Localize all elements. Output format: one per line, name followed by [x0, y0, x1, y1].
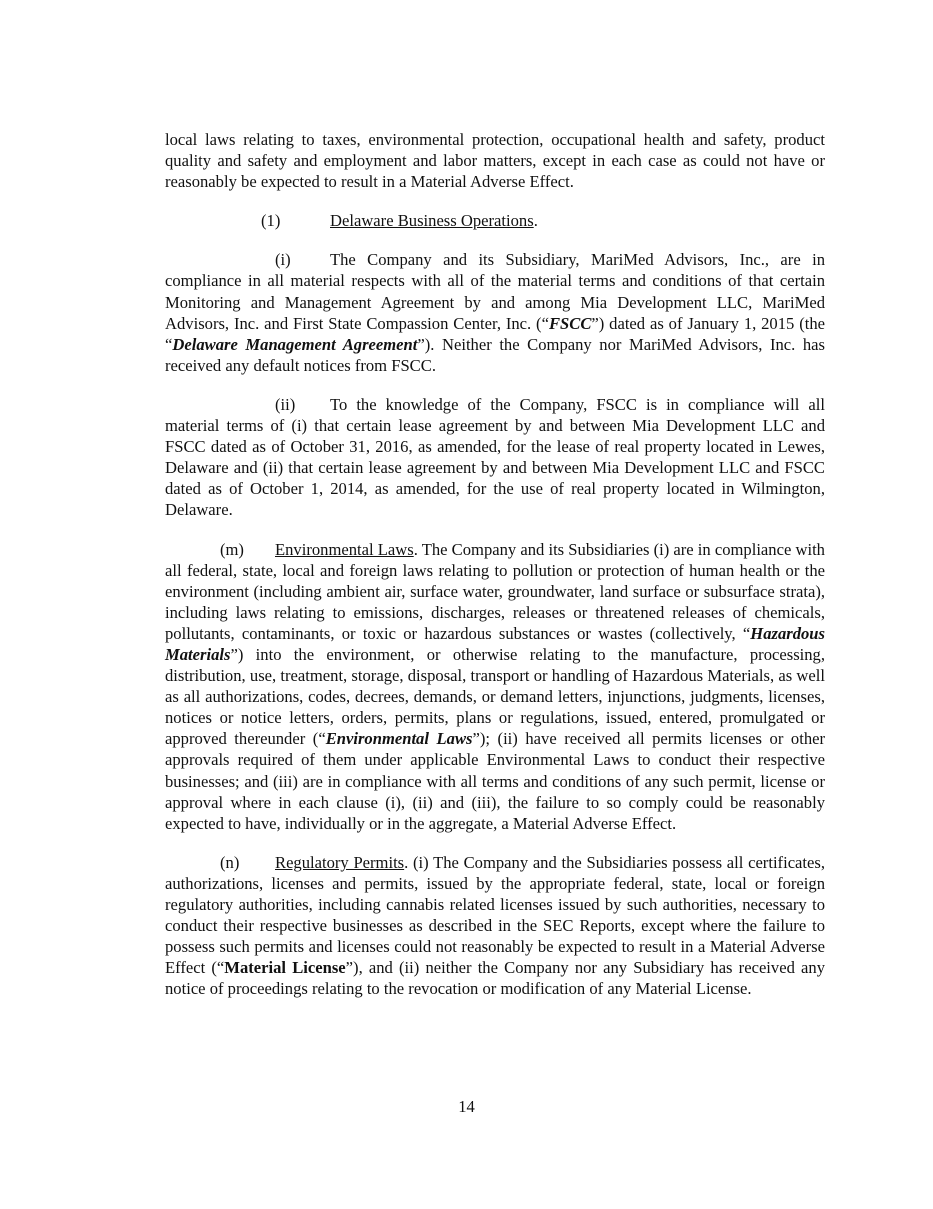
paragraph-i-text-3: ”). Neither the Company nor MariMed Advisors, Inc. has received any default notices from FSCC. [165, 334, 825, 375]
document-page [165, 129, 825, 999]
section-l-title: Delaware Business Operations [330, 211, 534, 231]
paragraph-ii [165, 394, 825, 521]
section-n-term-material-license: Material License [224, 958, 346, 978]
section-m-text-2: ”) into the environment, or otherwise relating to the manufacture, processing, distribution, use, treatment, storage, disposal, transport or handling of Hazardous Materials, as well as all authorizations, codes, decrees, demands, or demand letters, injunctions, judgments, licenses, notices or notice letters, orders, permits, plans or regulations, issued, entered, promulgated or approved thereunder (“ [165, 644, 825, 749]
section-m-term-hazardous-materials: Hazardous Materials [165, 623, 825, 664]
section-m-label: (m) [220, 539, 244, 559]
section-m-paragraph [165, 539, 825, 834]
paragraph-i-text-2: ”) dated as of January 1, 2015 (the “ [165, 313, 825, 354]
section-n-title: Regulatory Permits [275, 852, 405, 872]
section-l-heading [165, 210, 825, 231]
section-l-number: (1) [261, 211, 281, 231]
section-m-term-environmental-laws: Environmental Laws [325, 729, 473, 749]
paragraph-ii-text: To the knowledge of the Company, FSCC is in compliance will all material terms of (i) that certain lease agreement by and between Mia Development LLC and FSCC dated as of October 31, 2016, as amended, for the lease of real property located in Lewes, Delaware and (ii) that certain lease agreement by and between Mia Development LLC and FSCC dated as of October 1, 2014, as amended, for the use of real property located in Wilmington, Delaware. [165, 394, 825, 520]
paragraph-i-term-fscc: FSCC [548, 313, 592, 333]
section-m-title: Environmental Laws [275, 539, 414, 559]
section-l-title-suffix: . [533, 211, 538, 231]
paragraph-i-text-1: The Company and its Subsidiary, MariMed Advisors, Inc., are in compliance in all material respects with all of the material terms and conditions of that certain Monitoring and Management Agreement by and among Mia Development LLC, MariMed Advisors, Inc. and First State Compassion Center, Inc. (“ [165, 250, 825, 333]
paragraph-i-label: (i) [275, 250, 291, 270]
section-n-label: (n) [220, 852, 240, 872]
page-number: 14 [458, 1097, 475, 1116]
intro-paragraph: local laws relating to taxes, environmental protection, occupational health and safety, product quality and safety and employment and labor matters, except in each case as could not have or reasonably be expected to result in a Material Adverse Effect. [165, 130, 825, 192]
section-m-text-1: . The Company and its Subsidiaries (i) are in compliance with all federal, state, local and foreign laws relating to pollution or protection of human health or the environment (including ambient air, surface water, groundwater, land surface or subsurface strata), including laws relating to emissions, discharges, releases or threatened releases of chemicals, pollutants, contaminants, or toxic or hazardous substances or wastes (collectively, “ [165, 539, 825, 643]
paragraph-i [165, 249, 825, 376]
section-n-text-1: . (i) The Company and the Subsidiaries possess all certificates, authorizations, licenses and permits, issued by the appropriate federal, state, local or foreign regulatory authorities, including cannabis related licenses issued by such authorities, necessary to conduct their respective businesses as described in the SEC Reports, except where the failure to possess such permits and licenses could not reasonably be expected to result in a Material Adverse Effect (“ [165, 852, 826, 978]
paragraph-i-term-delaware-management-agreement: Delaware Management Agreement [172, 334, 418, 354]
section-n-paragraph [165, 852, 825, 1000]
section-n-text-2: ”), and (ii) neither the Company nor any Subsidiary has received any notice of proceedings relating to the revocation or modification of any Material License. [165, 958, 826, 999]
section-m-text-3: ”); (ii) have received all permits licenses or other approvals required of them under applicable Environmental Laws to conduct their respective businesses; and (iii) are in compliance with all terms and conditions of any such permit, license or approval where in each clause (i), (ii) and (iii), the failure to so comply could be reasonably expected to have, individually or in the aggregate, a Material Adverse Effect. [165, 729, 826, 833]
paragraph-ii-label: (ii) [275, 394, 296, 414]
